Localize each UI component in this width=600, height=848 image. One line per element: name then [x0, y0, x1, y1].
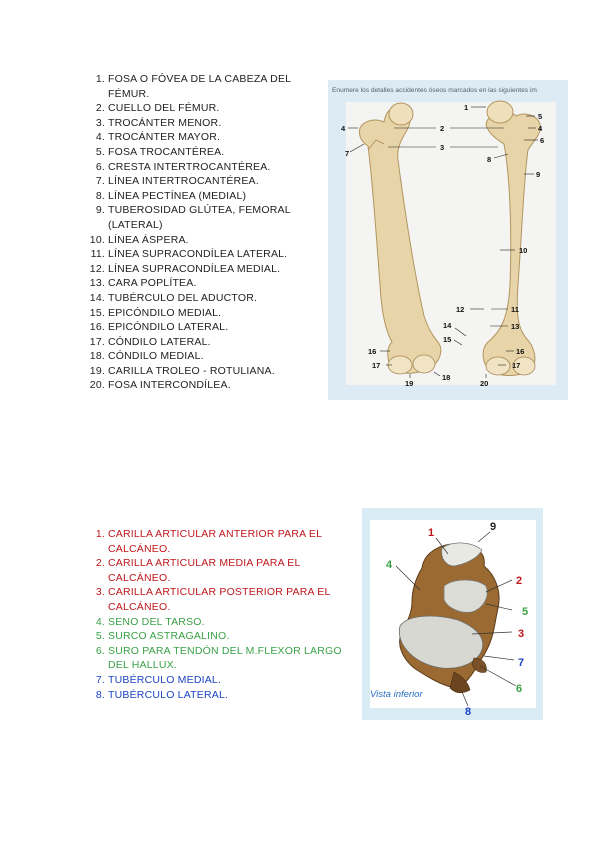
label-17-right: 17: [512, 361, 521, 370]
label-6: 6: [540, 136, 545, 145]
label-5: 5: [522, 606, 529, 618]
list-item: 15. EPICÓNDILO MEDIAL.: [89, 306, 222, 319]
label-4-right: 4: [538, 124, 543, 133]
label-12: 12: [456, 305, 465, 314]
figure-caption: Enumere los detalles accidentes óseos marcados en las siguientes im: [332, 87, 537, 94]
femur-figure: [328, 80, 568, 400]
label-16: 16: [368, 347, 377, 356]
list-item: 6. CRESTA INTERTROCANTÉREA.: [95, 160, 271, 173]
list-item: 3. TROCÁNTER MENOR.: [95, 116, 222, 129]
label-14: 14: [443, 321, 452, 330]
label-1: 1: [428, 527, 435, 539]
list-item: 2. CARILLA ARTICULAR MEDIA PARA EL CALCÁNEO.: [95, 557, 301, 584]
figure-caption: Vista inferior: [370, 689, 423, 700]
talus-figure: [362, 508, 543, 720]
list-item: 8. LÍNEA PECTÍNEA (MEDIAL): [95, 189, 247, 202]
list-item: 5. FOSA TROCANTÉREA.: [95, 145, 225, 158]
label-9: 9: [536, 170, 541, 179]
list-item: 4. TROCÁNTER MAYOR.: [95, 131, 221, 144]
label-8: 8: [465, 706, 472, 718]
list-item: 7. TUBÉRCULO MEDIAL.: [95, 673, 222, 686]
label-11: 11: [511, 305, 519, 314]
label-4: 4: [386, 559, 393, 571]
label-13: 13: [511, 322, 520, 331]
list-item: 7. LÍNEA INTERTROCANTÉREA.: [95, 175, 259, 188]
label-3: 3: [440, 143, 445, 152]
talus-landmarks-list: [88, 527, 353, 702]
label-7: 7: [345, 149, 350, 158]
list-item: 4. SENO DEL TARSO.: [95, 615, 205, 628]
list-item: 18. CÓNDILO MEDIAL.: [89, 350, 204, 363]
label-6: 6: [516, 683, 523, 695]
label-2: 2: [516, 575, 523, 587]
label-17: 17: [372, 361, 381, 370]
label-16-right: 16: [516, 347, 525, 356]
list-item: 5. SURCO ASTRAGALINO.: [95, 630, 230, 643]
label-2: 2: [440, 124, 445, 133]
list-item: 9. TUBEROSIDAD GLÚTEA, FEMORAL (LATERAL): [95, 204, 291, 231]
label-5: 5: [538, 112, 543, 121]
list-item: 20. FOSA INTERCONDÍLEA.: [89, 379, 231, 392]
label-19: 19: [405, 379, 414, 388]
list-item: 11. LÍNEA SUPRACONDÍLEA LATERAL.: [90, 248, 288, 261]
list-item: 2. CUELLO DEL FÉMUR.: [95, 102, 220, 115]
label-18: 18: [442, 373, 451, 382]
list-item: 3. CARILLA ARTICULAR POSTERIOR PARA EL CALCÁNEO.: [95, 586, 331, 613]
list-item: 8. TUBÉRCULO LATERAL.: [95, 688, 229, 701]
list-item: 16. EPICÓNDILO LATERAL.: [89, 321, 229, 334]
label-9: 9: [490, 521, 497, 533]
list-item: 6. SURO PARA TENDÓN DEL M.FLEXOR LARGO DEL HALLUX.: [95, 644, 342, 672]
list-item: 19. CARILLA TROLEO - ROTULIANA.: [89, 364, 275, 377]
list-item: 10. LÍNEA ÁSPERA.: [89, 233, 189, 246]
label-8: 8: [487, 155, 492, 164]
label-4: 4: [341, 124, 346, 133]
list-item: 12. LÍNEA SUPRACONDÍLEA MEDIAL.: [89, 262, 281, 275]
list-item: 14. TUBÉRCULO DEL ADUCTOR.: [89, 291, 258, 304]
list-item: 17. CÓNDILO LATERAL.: [89, 335, 211, 348]
list-item: 13. CARA POPLÍTEA.: [89, 277, 197, 290]
label-1: 1: [464, 103, 469, 112]
label-15: 15: [443, 335, 452, 344]
label-3: 3: [518, 628, 525, 640]
label-10: 10: [519, 246, 528, 255]
list-item: 1. CARILLA ARTICULAR ANTERIOR PARA EL CALCÁNEO.: [95, 528, 322, 555]
label-20: 20: [480, 379, 489, 388]
list-item: 1. FOSA O FÓVEA DE LA CABEZA DEL FÉMUR.: [95, 73, 291, 100]
femur-landmarks-list: [88, 72, 323, 393]
label-7: 7: [518, 657, 525, 669]
